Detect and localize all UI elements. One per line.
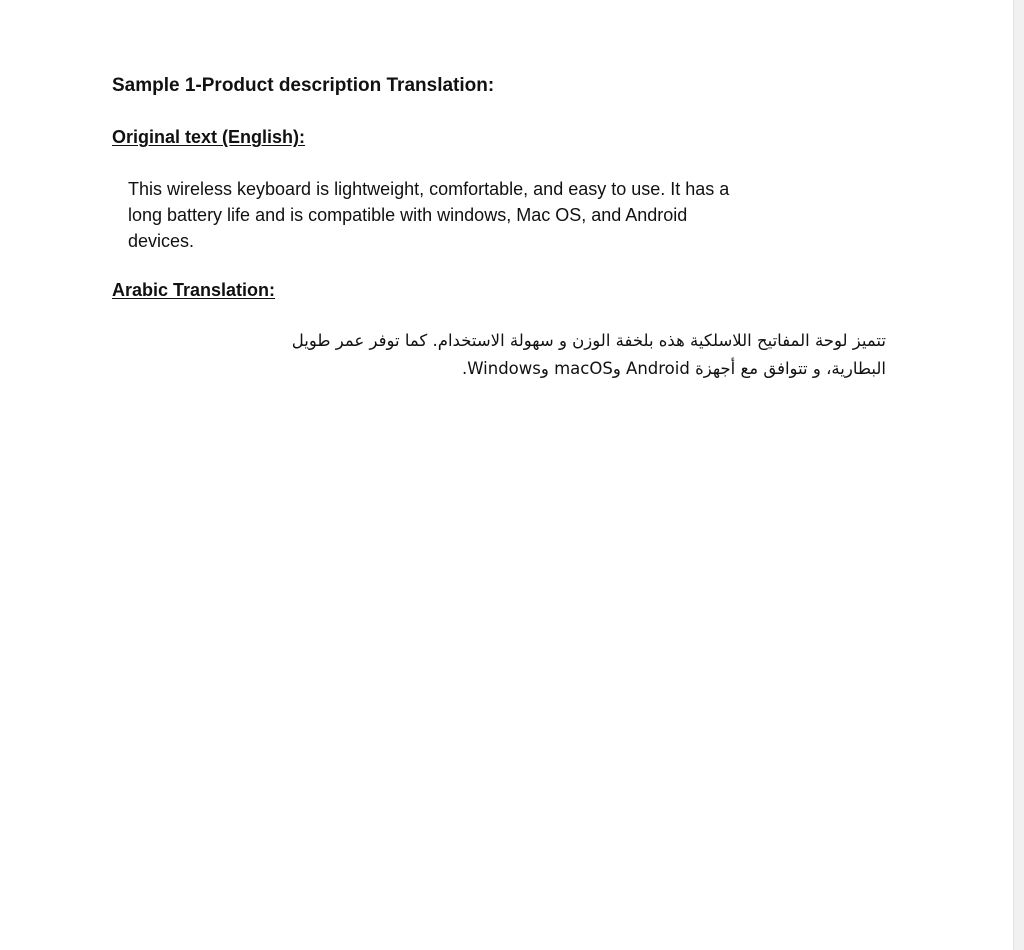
original-text-paragraph: This wireless keyboard is lightweight, comfortable, and easy to use. It has a long battery life and is compatible with windows, Mac OS, and Android devices.	[128, 179, 730, 251]
page-edge-shadow	[1013, 0, 1024, 950]
document-title: Sample 1-Product description Translation:	[112, 75, 495, 96]
arabic-translation-paragraph: تتميز لوحة المفاتيح اللاسلكية هذه بلخفة الوزن و سهولة الاستخدام. كما توفر عمر طويل البطارية، و تتوافق مع أجهزة Android وmacOS وWindows.	[291, 331, 886, 378]
original-text-heading: Original text (English):	[112, 127, 306, 147]
arabic-translation-heading: Arabic Translation:	[112, 280, 276, 300]
